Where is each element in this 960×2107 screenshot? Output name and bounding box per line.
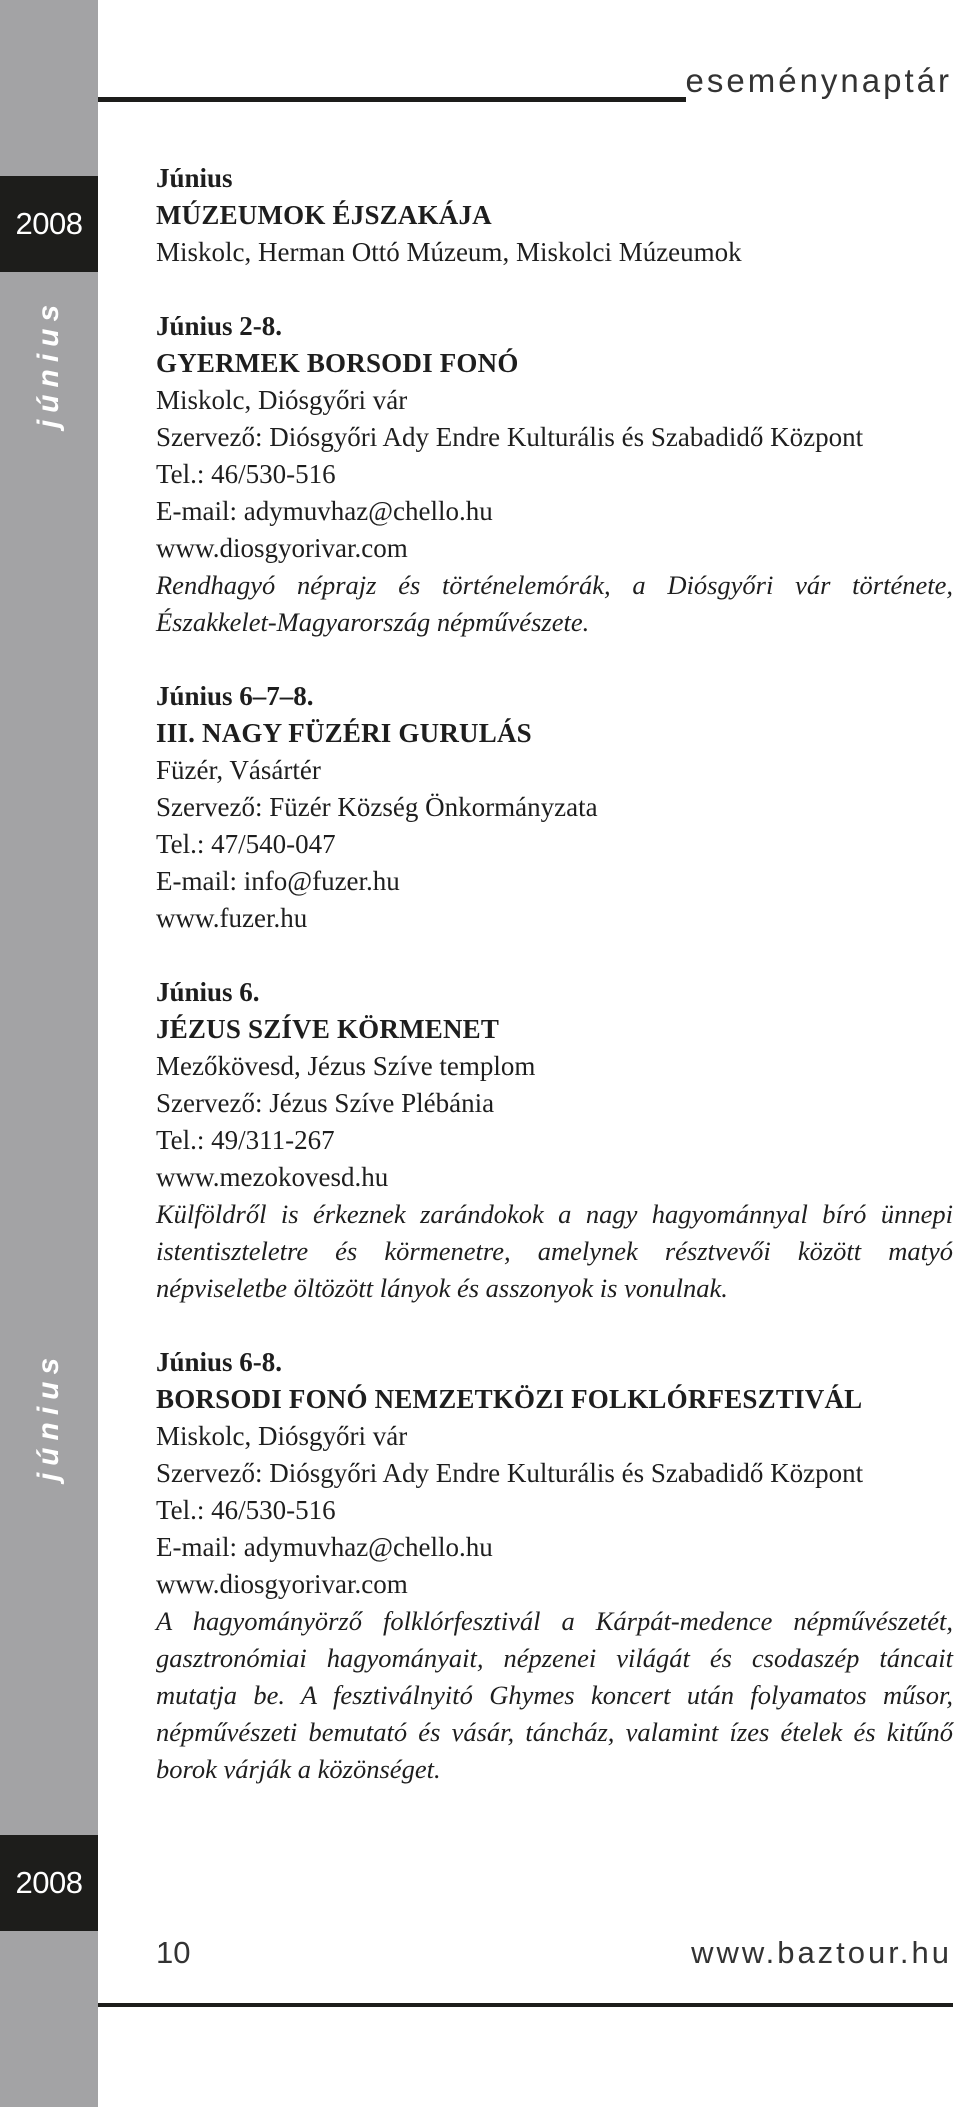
event-date: Június 6-8. [156,1347,283,1377]
event-location: Miskolc, Herman Ottó Múzeum, Miskolci Múzeumok [156,237,742,267]
event-organizer: Szervező: Jézus Szíve Plébánia [156,1088,495,1118]
year-badge-top: 2008 [0,176,98,272]
event-website[interactable]: www.fuzer.hu [156,903,308,933]
event-description: Rendhagyó néprajz és történelemórák, a Diósgyőri vár története, Északkelet-Magyarország népművészete. [156,570,953,637]
event-phone: Tel.: 46/530-516 [156,459,336,489]
event-website[interactable]: www.mezokovesd.hu [156,1162,389,1192]
event-title: III. NAGY FÜZÉRI GURULÁS [156,718,532,748]
event-organizer: Szervező: Füzér Község Önkormányzata [156,792,598,822]
event-organizer: Szervező: Diósgyőri Ady Endre Kulturális és Szabadidő Központ [156,1458,864,1488]
event-item [156,308,953,641]
event-website[interactable]: www.diosgyorivar.com [156,533,408,563]
event-location: Füzér, Vásártér [156,755,321,785]
sidebar [0,0,98,2107]
event-description: A hagyományörző folklórfesztivál a Kárpát-medence népművészetét, gasztronómiai hagyományait, népzenei világát és csodaszép táncait mutatja be. A fesztiválnyitó Ghymes koncert után folyamatos műsor, népművészeti bemutató és vásár, táncház, valamint ízes ételek és kitűnő borok várják a közönséget. [156,1606,953,1784]
event-email[interactable]: E-mail: adymuvhaz@chello.hu [156,1532,493,1562]
event-website[interactable]: www.diosgyorivar.com [156,1569,408,1599]
event-list [156,160,953,1825]
event-description: Külföldről is érkeznek zarándokok a nagy hagyománnyal bíró ünnepi istentiszteletre és körmenetre, amelynek résztvevői között matyó népviseletbe öltözött lányok és asszonyok is vonulnak. [156,1199,953,1303]
event-date: Június 2-8. [156,311,283,341]
event-title: GYERMEK BORSODI FONÓ [156,348,519,378]
event-title: JÉZUS SZÍVE KÖRMENET [156,1014,500,1044]
event-phone: Tel.: 47/540-047 [156,829,336,859]
event-organizer: Szervező: Diósgyőri Ady Endre Kulturális és Szabadidő Központ [156,422,864,452]
event-item [156,678,953,937]
event-email[interactable]: E-mail: adymuvhaz@chello.hu [156,496,493,526]
event-item [156,1344,953,1788]
event-date: Június [156,163,233,193]
sidebar-month-bottom: június [32,1350,65,1482]
section-title: eseménynaptár [685,62,952,99]
event-phone: Tel.: 46/530-516 [156,1495,336,1525]
event-title: MÚZEUMOK ÉJSZAKÁJA [156,200,492,230]
event-location: Miskolc, Diósgyőri vár [156,385,408,415]
event-location: Mezőkövesd, Jézus Szíve templom [156,1051,536,1081]
event-date: Június 6–7–8. [156,681,314,711]
event-item [156,974,953,1307]
event-date: Június 6. [156,977,260,1007]
footer-website[interactable]: www.baztour.hu [691,1935,952,1970]
event-location: Miskolc, Diósgyőri vár [156,1421,408,1451]
page-number: 10 [156,1935,191,1970]
event-email[interactable]: E-mail: info@fuzer.hu [156,866,400,896]
event-title: BORSODI FONÓ NEMZETKÖZI FOLKLÓRFESZTIVÁL [156,1384,863,1414]
footer-rule [98,2003,953,2007]
event-item [156,160,953,271]
sidebar-month-top: június [32,297,65,429]
year-badge-bottom: 2008 [0,1835,98,1931]
header-rule [98,97,686,102]
event-phone: Tel.: 49/311-267 [156,1125,335,1155]
